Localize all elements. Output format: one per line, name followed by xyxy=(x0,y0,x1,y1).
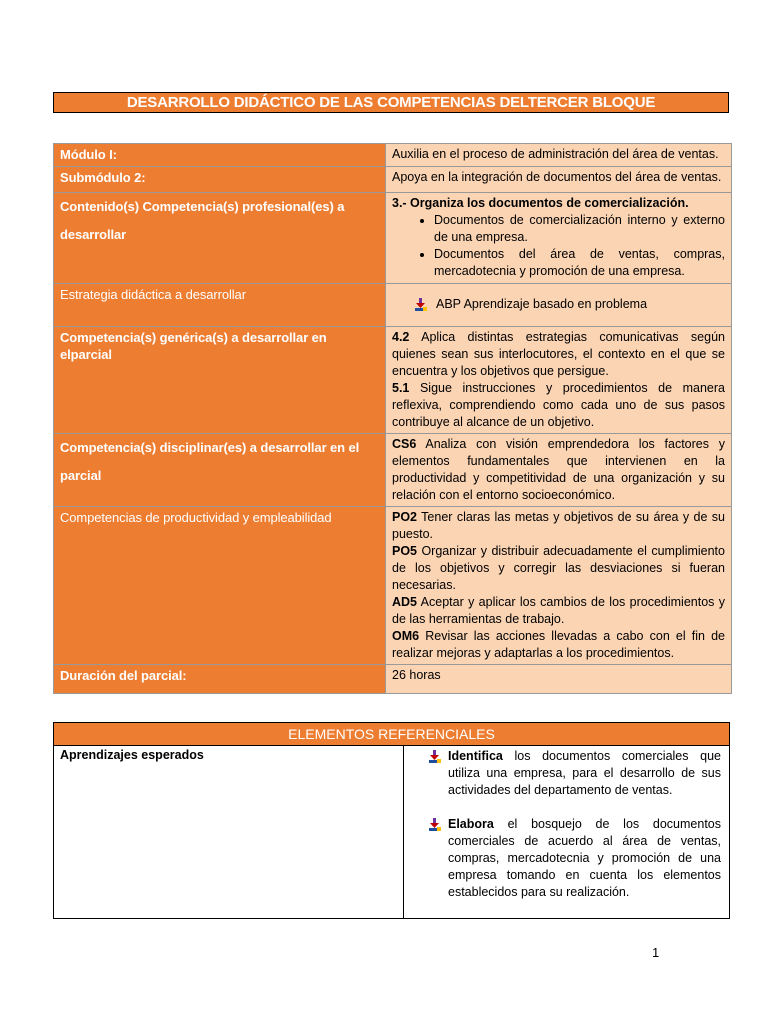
value-contenidos xyxy=(386,193,732,284)
list-item: OM6 Revisar las acciones llevadas a cabo con el fin de realizar mejoras y adaptarlas a los procedimientos. xyxy=(392,629,725,660)
value-disciplinares xyxy=(386,434,732,507)
row-duracion xyxy=(54,665,732,694)
arrow-bullet-icon xyxy=(428,818,442,832)
page-title: DESARROLLO DIDÁCTICO DE LAS COMPETENCIAS DELTERCER BLOQUE xyxy=(53,92,729,113)
label-contenidos: Contenido(s) Competencia(s) profesional(es) a desarrollar xyxy=(54,193,386,284)
list-item: AD5 Aceptar y aplicar los cambios de los procedimientos y de las herramientas de trabajo. xyxy=(392,595,725,626)
label-estrategia: Estrategia didáctica a desarrollar xyxy=(54,284,386,327)
list-item: Elabora el bosquejo de los documentos comerciales de acuerdo al área de ventas, compras, mercadotecnia y promoción de una empresa tomando en cuenta los elementos establecidos para su realización. xyxy=(428,816,721,901)
label-productividad: Competencias de productividad y empleabilidad xyxy=(54,507,386,665)
row-productividad xyxy=(54,507,732,665)
list-item: Identifica los documentos comerciales que utiliza una empresa, para el desarrollo de sus actividades del departamento de ventas. xyxy=(428,748,721,799)
label-disciplinares: Competencia(s) disciplinar(es) a desarrollar en el parcial xyxy=(54,434,386,507)
arrow-bullet-icon xyxy=(414,298,428,312)
row-contenidos xyxy=(54,193,732,284)
row-estrategia xyxy=(54,284,732,327)
list-item: CS6 Analiza con visión emprendedora los factores y elementos fundamentales que intervienen en la productividad y competitividad de una organización y su relación con el entorno socioeconómico. xyxy=(392,437,725,502)
row-submodulo xyxy=(54,167,732,193)
estrategia-text: ABP Aprendizaje basado en problema xyxy=(436,297,648,311)
value-submodulo: Apoya en la integración de documentos del área de ventas. xyxy=(386,167,732,193)
referenciales-header: ELEMENTOS REFERENCIALES xyxy=(54,723,730,746)
competencias-table xyxy=(53,143,732,694)
list-item: • Documentos de comercialización interno y externo de una empresa. xyxy=(434,212,725,246)
label-duracion: Duración del parcial: xyxy=(54,665,386,694)
label-modulo: Módulo I: xyxy=(54,144,386,167)
list-item: • Documentos del área de ventas, compras, mercadotecnia y promoción de una empresa. xyxy=(434,246,725,280)
row-genericas xyxy=(54,327,732,434)
label-genericas: Competencia(s) genérica(s) a desarrollar en elparcial xyxy=(54,327,386,434)
contenidos-list xyxy=(392,212,725,280)
row-disciplinares xyxy=(54,434,732,507)
value-estrategia xyxy=(386,284,732,327)
list-item: PO5 Organizar y distribuir adecuadamente el cumplimiento de los objetivos y corregir las desviaciones si fueran necesarias. xyxy=(392,544,725,592)
label-submodulo: Submódulo 2: xyxy=(54,167,386,193)
list-item: PO2 Tener claras las metas y objetivos de su área y de su puesto. xyxy=(392,510,725,541)
referenciales-table xyxy=(53,722,730,919)
value-genericas xyxy=(386,327,732,434)
value-duracion: 26 horas xyxy=(386,665,732,694)
value-productividad xyxy=(386,507,732,665)
page-number: 1 xyxy=(652,945,660,960)
row-modulo xyxy=(54,144,732,167)
value-modulo: Auxilia en el proceso de administración del área de ventas. xyxy=(386,144,732,167)
list-item: 4.2 Aplica distintas estrategias comunicativas según quienes sean sus interlocutores, el contexto en el que se encuentra y los objetivos que persigue. xyxy=(392,330,725,378)
aprendizajes-label: Aprendizajes esperados xyxy=(54,746,404,919)
aprendizajes-value xyxy=(404,746,730,919)
arrow-bullet-icon xyxy=(428,750,442,764)
contenidos-heading: 3.- Organiza los documentos de comercialización. xyxy=(392,196,689,210)
list-item: 5.1 Sigue instrucciones y procedimientos de manera reflexiva, comprendiendo como cada uno de sus pasos contribuye al alcance de un objetivo. xyxy=(392,381,725,429)
